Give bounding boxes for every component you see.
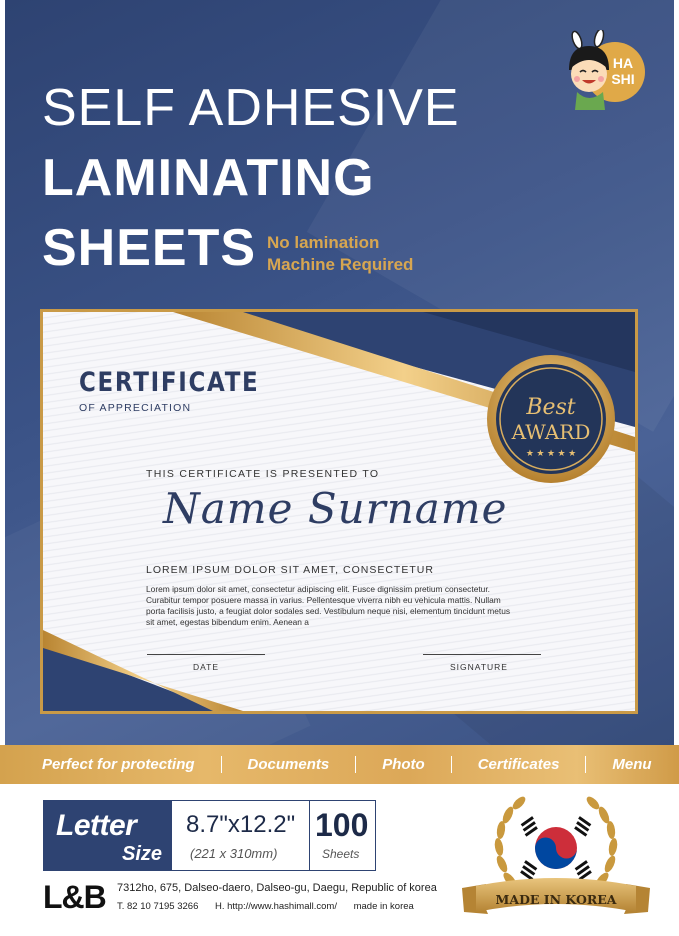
- signature-line: [423, 654, 541, 655]
- sheet-unit: Sheets: [322, 847, 360, 861]
- tag-line2: Machine Required: [267, 255, 414, 274]
- company-contact: [117, 901, 428, 912]
- use-item-2: Photo: [382, 756, 425, 773]
- recipient-name: Name Surname: [163, 484, 508, 533]
- uses-strip: [0, 745, 679, 784]
- use-item-3: Certificates: [477, 756, 560, 773]
- signature-label: SIGNATURE: [450, 662, 508, 672]
- tag-line1: No lamination: [267, 233, 380, 252]
- seal-award: AWARD: [511, 420, 591, 444]
- award-seal: [484, 352, 618, 486]
- separator: [355, 756, 356, 773]
- headline-line1: SELF ADHESIVE: [42, 79, 460, 137]
- use-item-0: Perfect for protecting: [42, 756, 195, 773]
- spec-box: [43, 800, 376, 871]
- korea-flag-icon: [520, 816, 592, 880]
- logo-text-shi: SHI: [611, 71, 635, 87]
- paper-size-cell: [44, 801, 172, 870]
- badge-text: MADE IN KOREA: [495, 892, 617, 907]
- company-origin: made in korea: [353, 901, 414, 912]
- dimensions-cell: [172, 801, 310, 870]
- hashi-logo: [563, 30, 647, 114]
- separator: [585, 756, 586, 773]
- date-line: [147, 654, 265, 655]
- certificate-sample: [40, 309, 638, 714]
- separator: [221, 756, 222, 773]
- use-item-1: Documents: [247, 756, 330, 773]
- certificate-title: CERTIFICATE: [79, 367, 260, 398]
- headline-line2: LAMINATING: [42, 149, 375, 207]
- sheet-count-cell: [310, 801, 375, 870]
- company-logo: L&B: [43, 879, 106, 915]
- presented-to: THIS CERTIFICATE IS PRESENTED TO: [146, 468, 380, 480]
- certificate-subtitle: OF APPRECIATION: [79, 402, 192, 414]
- headline-line3: SHEETS: [42, 219, 257, 277]
- company-address: 7312ho, 675, Dalseo-daero, Dalseo-gu, Daegu, Republic of korea: [117, 882, 437, 894]
- sheet-count: 100: [315, 807, 369, 843]
- logo-text-ha: HA: [612, 55, 634, 71]
- date-label: DATE: [193, 662, 220, 672]
- dimensions-mm: (221 x 310mm): [190, 846, 278, 861]
- paper-size-sub: Size: [122, 843, 163, 865]
- dimensions-inch: 8.7"x12.2": [186, 811, 296, 838]
- separator: [451, 756, 452, 773]
- made-in-korea-badge: [458, 790, 654, 930]
- use-item-4: Menu: [612, 756, 652, 773]
- lorem-heading: LOREM IPSUM DOLOR SIT AMET, CONSECTETUR: [146, 564, 434, 576]
- paper-size: Letter: [56, 809, 137, 842]
- seal-best: Best: [526, 395, 576, 420]
- seal-stars: ★ ★ ★ ★ ★: [525, 448, 577, 458]
- no-machine-tag: [267, 232, 413, 276]
- company-web: H. http://www.hashimall.com/: [215, 901, 337, 912]
- lorem-body: Lorem ipsum dolor sit amet, consectetur adipiscing elit. Fusce dignissim pretium consectetur. Curabitur tempor posuere massa in varius. Pellentesque viverra nibh eu vehicula mattis. Nullam porta facilisis justo, a feugiat dolor sodales sed. Vestibulum neque nisi, elementum tincidunt metus sit amet, egestas bibendum enim. Aenean a: [146, 584, 511, 627]
- company-phone: T. 82 10 7195 3266: [117, 901, 199, 912]
